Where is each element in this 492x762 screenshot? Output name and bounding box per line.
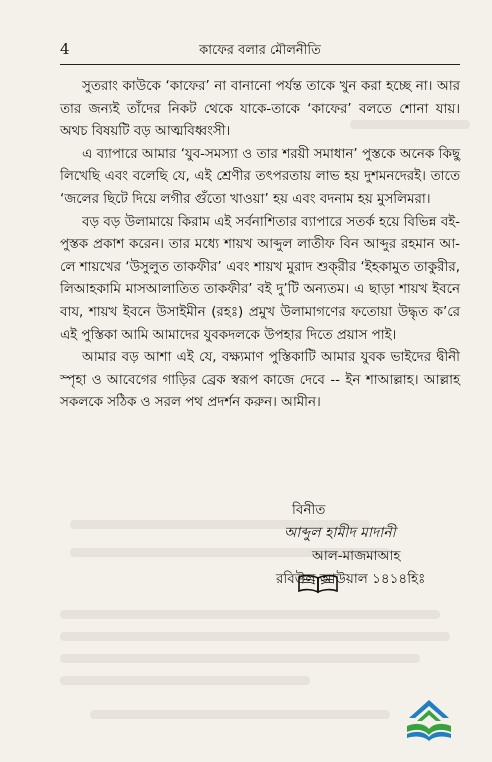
place-name: আল-মাজমাআহ: [312, 548, 401, 564]
author-name: আব্দুল হামীদ মাদানী: [284, 525, 396, 541]
paragraph: বড় বড় উলামায়ে কিরাম এই সর্বনাশিতার ব্যাপারে সতর্ক হয়ে বিভিন্ন বই-পুস্তক প্রকাশ করেন। তার মধ্যে শায়খ আব্দুল লাতীফ বিন আব্দুর রহমান আ-লে শায়খের ‘উসুলুত তাকফীর’ এবং শায়খ মুরাদ শুক্‌রীর ‘ইহকামুত তাকুরীর, লিআহকামি মাসআলাতিত তাকফীর’ বই দু’টি অন্যতম। এ ছাড়া শায়খ ইবনে বায, শায়খ ইবনে উসাইমীন (রহঃ) প্রমুখ উলামাগণের ফতোয়া উদ্ধৃত ক’রে এই পুস্তিকা আমি আমাদের যুবকদলকে উপহার দিতে প্রয়াস পাই।: [60, 214, 460, 343]
date-line: রবিউল আউয়াল ১৪১৪হিঃ: [276, 571, 426, 587]
paragraph: এ ব্যাপারে আমার ‘যুব-সমস্যা ও তার শরয়ী সমাধান’ পুস্তকে অনেক কিছু লিখেছি এবং বলেছি যে, এই শ্রেণীর তৎপরতায় লাভ হয় দুশমনদেরই। তাতে ‘জলের ছিটে দিয়ে লগীর গুঁতো খাওয়া’ হয় এবং বদনাম হয় মুসলিমরা।: [60, 146, 460, 207]
publisher-logo-icon: [403, 696, 455, 744]
paragraph: সুতরাং কাউকে ‘কাফের’ না বানানো পর্যন্ত তাকে খুন করা হচ্ছে না। আর তার জন্যই তাঁদের নিকট থেকে যাকে-তাকে ‘কাফের’ বলতে শোনা যায়। অথচ বিষয়টি বড় আত্মবিধ্বংসী।: [60, 79, 460, 140]
open-book-ornament-icon: [296, 573, 340, 595]
bleed-through-mark: [90, 710, 390, 719]
paragraph: আমার বড় আশা এই যে, বক্ষ্যমাণ পুস্তিকাটি আমার যুবক ভাইদের দ্বীনী স্পৃহা ও আবেগের গাড়ির ব্রেক স্বরূপ কাজে দেবে -- ইন শাআল্লাহ। আল্লাহ সকলকে সঠিক ও সরল পথ প্রদর্শন করুন। আমীন।: [60, 350, 460, 411]
page-header: [60, 38, 460, 65]
bleed-through-mark: [60, 654, 420, 663]
bleed-through-mark: [60, 610, 440, 619]
closing-word: বিনীত: [292, 502, 326, 518]
body-text: [60, 76, 460, 415]
bleed-through-mark: [60, 632, 450, 641]
page-number: 4: [60, 40, 70, 58]
running-title: কাফের বলার মৌলনীতি: [199, 43, 321, 58]
bleed-through-mark: [60, 676, 310, 685]
